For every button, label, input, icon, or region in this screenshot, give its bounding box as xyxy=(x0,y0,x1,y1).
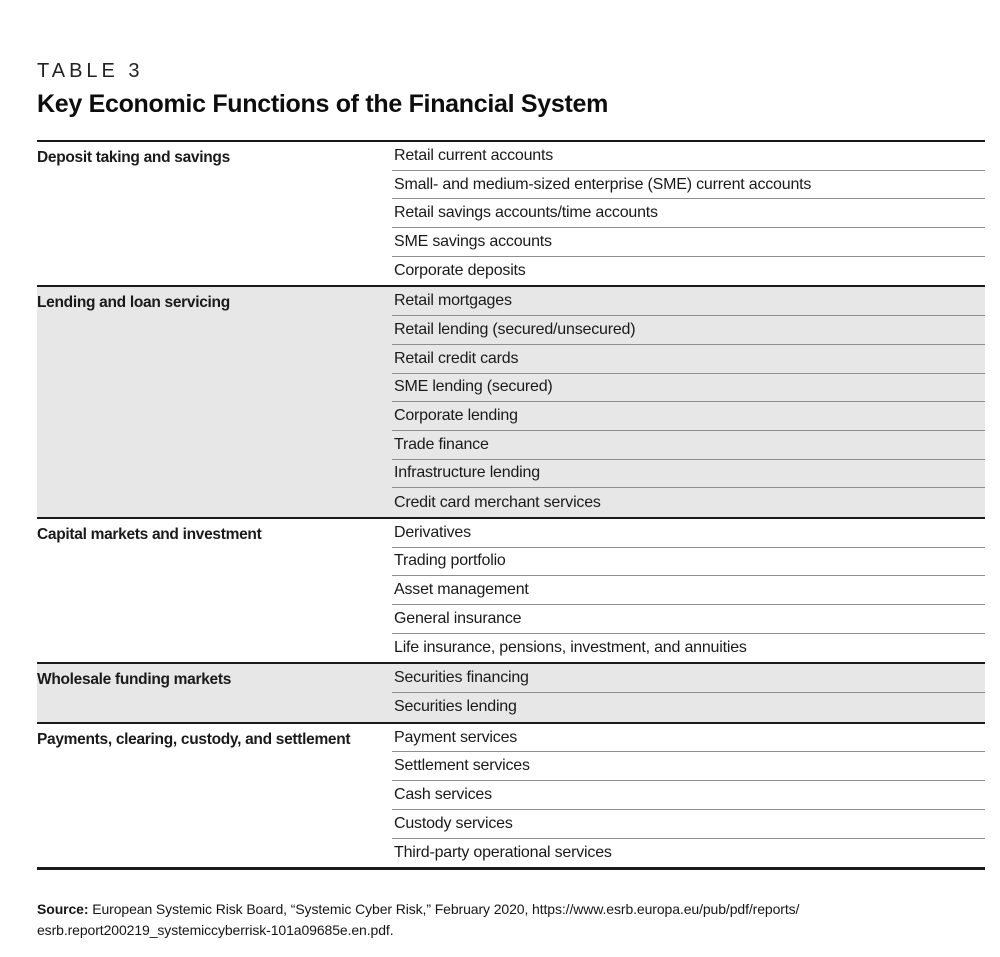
source-paragraph xyxy=(37,899,985,941)
source-note xyxy=(37,899,985,941)
table-row: Trade finance xyxy=(392,431,985,460)
table-row: Retail current accounts xyxy=(392,142,985,171)
table-header xyxy=(37,60,985,119)
table-number-kicker: TABLE 3 xyxy=(37,60,144,82)
table-row: General insurance xyxy=(392,605,985,634)
category-items xyxy=(392,142,985,285)
table-row: SME savings accounts xyxy=(392,228,985,257)
table-row: Small- and medium-sized enterprise (SME) current accounts xyxy=(392,171,985,200)
table-row: Securities financing xyxy=(392,664,985,693)
table-section-2 xyxy=(37,287,985,519)
table-row: Trading portfolio xyxy=(392,548,985,577)
table-row: Retail lending (secured/unsecured) xyxy=(392,316,985,345)
category-label: Payments, clearing, custody, and settlement xyxy=(37,730,351,748)
table-row: Retail savings accounts/time accounts xyxy=(392,199,985,228)
table-section-4 xyxy=(37,664,985,723)
table-row: Third-party operational services xyxy=(394,843,612,861)
category-items xyxy=(392,664,985,721)
category-items xyxy=(392,724,985,867)
table-row: Asset management xyxy=(392,576,985,605)
table-row: Infrastructure lending xyxy=(392,460,985,489)
source-text-line-2: esrb.report200219_systemiccyberrisk-101a09685e.en.pdf. xyxy=(37,922,394,939)
category-label: Capital markets and investment xyxy=(37,525,262,543)
table-row: Payment services xyxy=(392,724,985,753)
category-label: Wholesale funding markets xyxy=(37,671,232,689)
table-row: Credit card merchant services xyxy=(394,493,601,511)
table-section-3 xyxy=(37,519,985,664)
table-row: Corporate deposits xyxy=(394,262,526,280)
table-row: Custody services xyxy=(392,810,985,839)
table-row: Retail credit cards xyxy=(392,345,985,374)
table-row: Cash services xyxy=(392,781,985,810)
table-row: SME lending (secured) xyxy=(392,374,985,403)
source-text-line-1: European Systemic Risk Board, “Systemic Cyber Risk,” February 2020, https://www.esrb.europa.eu/pub/pdf/reports/ xyxy=(88,901,800,918)
table-row: Securities lending xyxy=(394,698,517,716)
table-section-1 xyxy=(37,142,985,287)
source-label: Source: xyxy=(37,901,89,918)
table-row: Corporate lending xyxy=(392,402,985,431)
category-items xyxy=(392,287,985,517)
table-row: Life insurance, pensions, investment, and annuities xyxy=(394,639,747,657)
document-page xyxy=(37,0,985,941)
table-row: Derivatives xyxy=(392,519,985,548)
category-label: Deposit taking and savings xyxy=(37,149,230,166)
category-items xyxy=(392,519,985,662)
key-economic-functions-table xyxy=(37,140,985,870)
table-row: Settlement services xyxy=(392,752,985,781)
category-label: Lending and loan servicing xyxy=(37,294,230,312)
table-row: Retail mortgages xyxy=(392,287,985,316)
table-section-5 xyxy=(37,724,985,867)
table-title: Key Economic Functions of the Financial System xyxy=(37,90,609,118)
